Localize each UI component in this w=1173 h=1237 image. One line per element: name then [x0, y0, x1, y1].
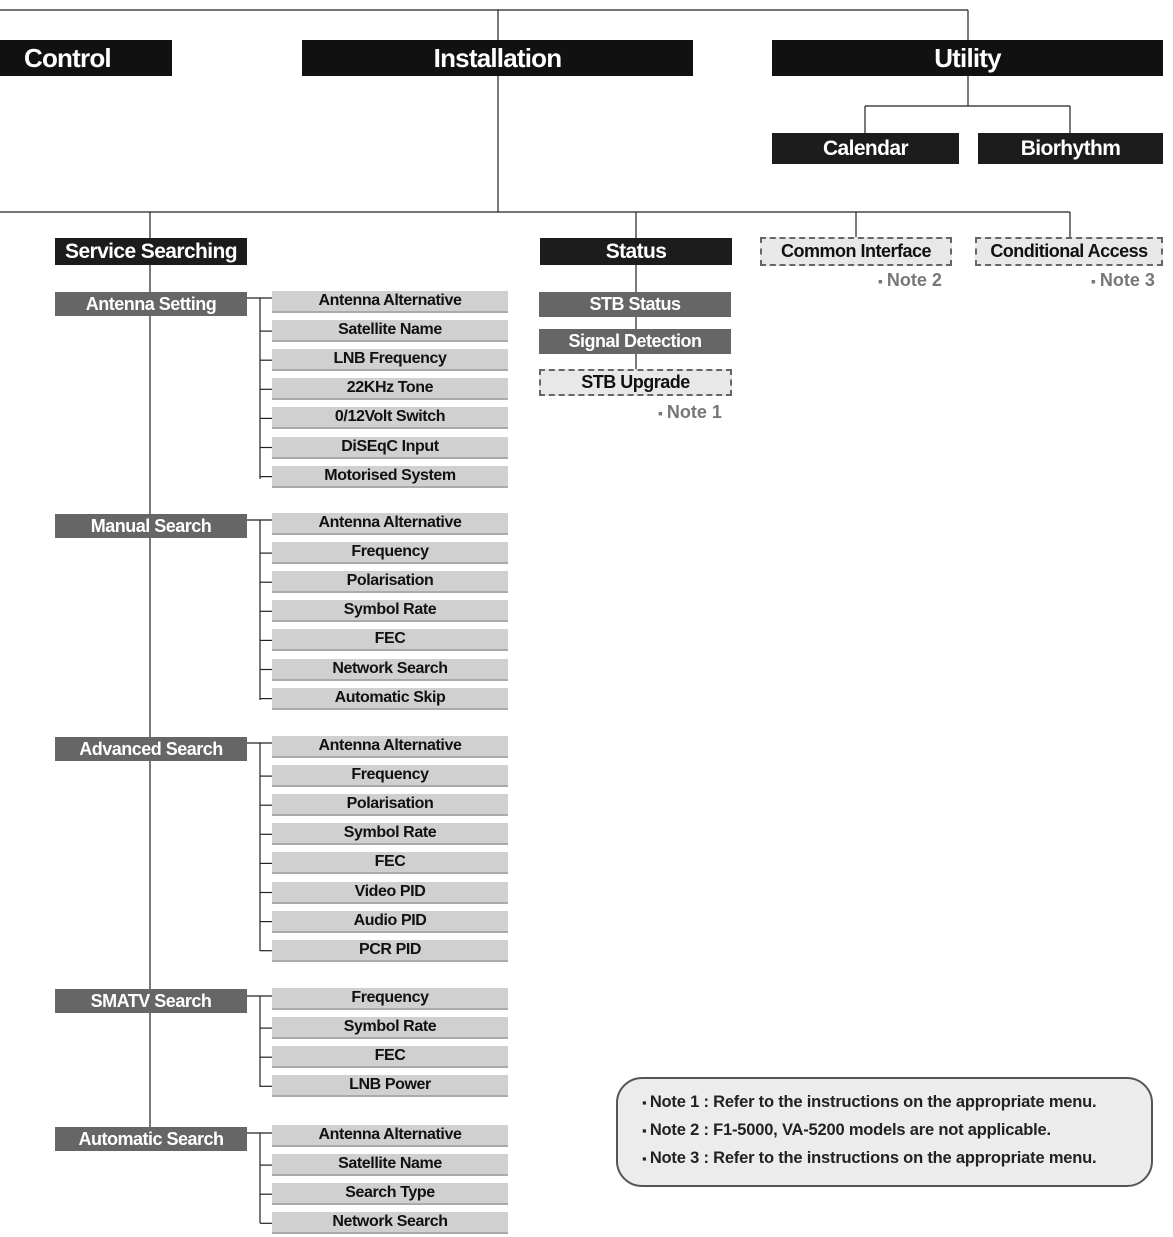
note-1-tag: ▪ Note 1: [658, 402, 722, 423]
menu-item[interactable]: Antenna Alternative: [272, 291, 508, 313]
group-manual-search[interactable]: Manual Search: [55, 514, 247, 538]
menu-item[interactable]: FEC: [272, 1046, 508, 1068]
menu-item[interactable]: 22KHz Tone: [272, 378, 508, 400]
menu-item[interactable]: DiSEqC Input: [272, 437, 508, 459]
menu-item[interactable]: LNB Frequency: [272, 349, 508, 371]
menu-item[interactable]: FEC: [272, 852, 508, 874]
menu-installation[interactable]: Installation: [302, 40, 693, 76]
menu-item[interactable]: Satellite Name: [272, 320, 508, 342]
menu-utility[interactable]: Utility: [772, 40, 1163, 76]
note-3-text: ▪ Note 3 : Refer to the instructions on the appropriate menu.: [642, 1149, 1151, 1177]
menu-item[interactable]: Antenna Alternative: [272, 736, 508, 758]
menu-item[interactable]: Symbol Rate: [272, 823, 508, 845]
menu-item[interactable]: Symbol Rate: [272, 600, 508, 622]
group-advanced-search[interactable]: Advanced Search: [55, 737, 247, 761]
menu-item[interactable]: FEC: [272, 629, 508, 651]
menu-item[interactable]: Network Search: [272, 659, 508, 681]
menu-item[interactable]: Automatic Skip: [272, 688, 508, 710]
note-3-tag: ▪ Note 3: [1091, 270, 1155, 291]
menu-item[interactable]: Polarisation: [272, 571, 508, 593]
menu-service-searching[interactable]: Service Searching: [55, 238, 247, 265]
menu-biorhythm[interactable]: Biorhythm: [978, 133, 1163, 164]
menu-item[interactable]: PCR PID: [272, 940, 508, 962]
menu-item[interactable]: Polarisation: [272, 794, 508, 816]
menu-item[interactable]: Video PID: [272, 882, 508, 904]
menu-calendar[interactable]: Calendar: [772, 133, 959, 164]
menu-item[interactable]: LNB Power: [272, 1075, 508, 1097]
menu-item[interactable]: Satellite Name: [272, 1154, 508, 1176]
group-antenna-setting[interactable]: Antenna Setting: [55, 292, 247, 316]
menu-stb-upgrade[interactable]: STB Upgrade: [539, 369, 732, 396]
menu-item[interactable]: 0/12Volt Switch: [272, 407, 508, 429]
menu-signal-detection[interactable]: Signal Detection: [539, 329, 731, 354]
menu-item[interactable]: Motorised System: [272, 466, 508, 488]
menu-item[interactable]: Frequency: [272, 542, 508, 564]
notes-box: [616, 1077, 1153, 1187]
menu-item[interactable]: Network Search: [272, 1212, 508, 1234]
menu-item[interactable]: Frequency: [272, 765, 508, 787]
menu-item[interactable]: Frequency: [272, 988, 508, 1010]
note-2-tag: ▪ Note 2: [878, 270, 942, 291]
note-1-text: ▪ Note 1 : Refer to the instructions on the appropriate menu.: [642, 1093, 1151, 1121]
note-2-text: ▪ Note 2 : F1-5000, VA-5200 models are not applicable.: [642, 1121, 1151, 1149]
menu-item[interactable]: Audio PID: [272, 911, 508, 933]
menu-item[interactable]: Search Type: [272, 1183, 508, 1205]
group-smatv-search[interactable]: SMATV Search: [55, 989, 247, 1013]
menu-stb-status[interactable]: STB Status: [539, 292, 731, 317]
menu-common-interface[interactable]: Common Interface: [760, 237, 952, 266]
menu-conditional-access[interactable]: Conditional Access: [975, 237, 1163, 266]
menu-control[interactable]: Control: [0, 40, 172, 76]
group-automatic-search[interactable]: Automatic Search: [55, 1127, 247, 1151]
menu-item[interactable]: Symbol Rate: [272, 1017, 508, 1039]
menu-status[interactable]: Status: [540, 238, 732, 265]
menu-item[interactable]: Antenna Alternative: [272, 513, 508, 535]
menu-item[interactable]: Antenna Alternative: [272, 1125, 508, 1147]
